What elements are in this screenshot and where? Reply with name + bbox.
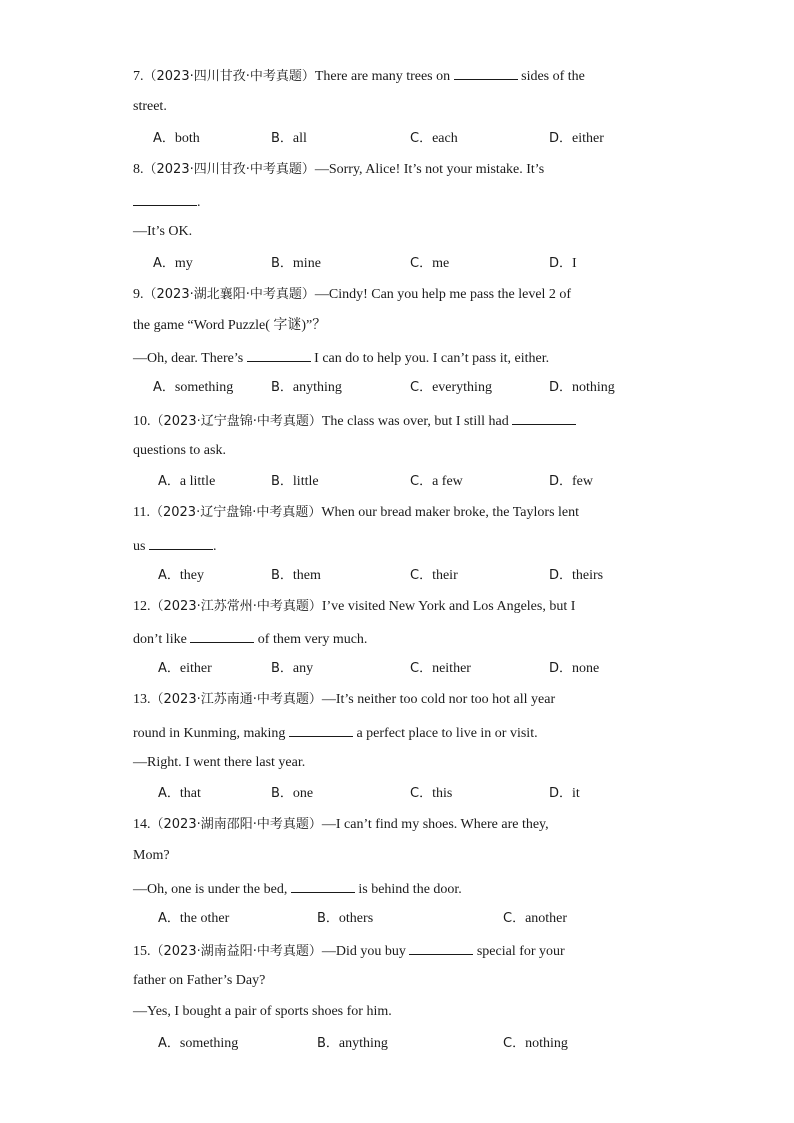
answer-blank (133, 192, 197, 206)
option-text: any (292, 661, 314, 676)
question-line (133, 1003, 663, 1021)
option-choice[interactable] (153, 255, 193, 273)
question-text: don’t like (133, 632, 191, 647)
question-text: —I can’t find my shoes. Where are they, (321, 817, 549, 832)
option-letter: C． (503, 1036, 526, 1051)
option-text: something (179, 1036, 239, 1051)
question-number: 12. (133, 599, 151, 614)
option-text: nothing (572, 380, 615, 395)
option-text: both (174, 131, 200, 146)
question-text: of them very much. (254, 632, 368, 647)
option-choice[interactable] (549, 785, 580, 803)
option-letter: B． (271, 256, 293, 271)
option-letter: C． (410, 131, 433, 146)
option-choice[interactable] (271, 255, 321, 273)
options-row (133, 567, 693, 585)
options-row (133, 660, 693, 678)
option-letter: A． (158, 786, 180, 801)
options-row (133, 255, 693, 273)
option-text: either (572, 131, 604, 146)
option-choice[interactable] (271, 660, 313, 678)
question-line (133, 847, 663, 865)
option-letter: D． (549, 474, 573, 489)
question-number: 14. (133, 817, 151, 832)
question-text: Mom? (133, 848, 170, 863)
question-source: （2023·湖北襄阳·中考真题） (143, 287, 315, 302)
option-text: a few (432, 474, 463, 489)
question-text: I can do to help you. I can’t pass it, either. (310, 351, 550, 366)
option-choice[interactable] (153, 379, 233, 397)
question-source: （2023·辽宁盘锦·中考真题） (150, 414, 322, 429)
question-text: —Oh, dear. There’s (133, 351, 247, 366)
question-line (133, 348, 663, 368)
question-text: a perfect place to live in or visit. (352, 726, 538, 741)
option-choice[interactable] (503, 910, 567, 928)
option-choice[interactable] (158, 910, 229, 928)
options-row (133, 785, 693, 803)
option-letter: D． (549, 786, 573, 801)
option-letter: C． (410, 474, 433, 489)
question-stem (133, 816, 663, 834)
options-row (133, 910, 693, 928)
option-text: little (292, 474, 319, 489)
option-letter: C． (410, 256, 433, 271)
question-number: 13. (133, 692, 151, 707)
question-line (133, 442, 663, 460)
question-stem (133, 411, 663, 431)
option-choice[interactable] (271, 567, 321, 585)
option-choice[interactable] (410, 660, 471, 678)
option-letter: B． (317, 1036, 339, 1051)
question-text: I’ve visited New York and Los Angeles, but I (321, 599, 576, 614)
option-text: another (525, 911, 568, 926)
question-text: —Cindy! Can you help me pass the level 2 of (314, 287, 572, 302)
question-text: There are many trees on (314, 69, 454, 84)
option-text: a little (179, 474, 216, 489)
option-letter: C． (503, 911, 526, 926)
option-choice[interactable] (549, 660, 599, 678)
option-text: neither (432, 661, 471, 676)
option-choice[interactable] (503, 1035, 568, 1053)
option-text: all (292, 131, 307, 146)
option-choice[interactable] (317, 1035, 388, 1053)
question-line (133, 879, 663, 899)
question-line (133, 723, 663, 743)
option-choice[interactable] (317, 910, 373, 928)
option-letter: A． (158, 911, 180, 926)
question-number: 7. (133, 69, 144, 84)
option-letter: B． (271, 380, 293, 395)
option-letter: B． (271, 568, 293, 583)
option-text: this (432, 786, 453, 801)
question-line (133, 972, 663, 990)
option-text: theirs (572, 568, 604, 583)
option-letter: D． (549, 380, 573, 395)
question-text: questions to ask. (133, 443, 226, 458)
option-letter: D． (549, 256, 573, 271)
question-text: —Oh, one is under the bed, (133, 882, 291, 897)
option-letter: C． (410, 380, 433, 395)
question-source: （2023·江苏南通·中考真题） (150, 692, 322, 707)
question-number: 9. (133, 287, 144, 302)
option-letter: B． (271, 786, 293, 801)
option-letter: B． (271, 474, 293, 489)
options-row (133, 473, 693, 491)
option-choice[interactable] (271, 379, 342, 397)
question-line (133, 223, 663, 241)
option-choice[interactable] (158, 567, 204, 585)
question-text: sides of the (517, 69, 585, 84)
option-text: the other (179, 911, 230, 926)
option-choice[interactable] (410, 473, 463, 491)
option-choice[interactable] (410, 785, 452, 803)
option-text: everything (432, 380, 492, 395)
answer-blank (149, 536, 213, 550)
question-number: 8. (133, 162, 144, 177)
question-text: —Yes, I bought a pair of sports shoes for him. (133, 1004, 392, 1019)
option-choice[interactable] (158, 473, 215, 491)
option-letter: B． (317, 911, 339, 926)
option-letter: A． (158, 568, 180, 583)
question-text: —Right. I went there last year. (133, 755, 306, 770)
question-text: the game “Word Puzzle( 字谜)”？ (133, 318, 327, 333)
option-choice[interactable] (549, 379, 615, 397)
option-text: me (432, 256, 450, 271)
question-text: When our bread maker broke, the Taylors lent (321, 505, 580, 520)
question-text: special for your (473, 944, 565, 959)
question-source: （2023·江苏常州·中考真题） (150, 599, 322, 614)
option-text: them (292, 568, 321, 583)
question-stem (133, 941, 663, 961)
question-number: 11. (133, 505, 150, 520)
answer-blank (289, 723, 353, 737)
option-text: my (174, 256, 193, 271)
option-letter: C． (410, 786, 433, 801)
option-choice[interactable] (158, 1035, 238, 1053)
option-choice[interactable] (549, 473, 593, 491)
question-line (133, 629, 663, 649)
question-text: —It’s neither too cold nor too hot all year (321, 692, 556, 707)
option-choice[interactable] (158, 660, 212, 678)
question-text: street. (133, 99, 167, 114)
question-stem (133, 598, 663, 616)
option-choice[interactable] (549, 255, 577, 273)
question-source: （2023·四川甘孜·中考真题） (143, 69, 315, 84)
option-text: mine (292, 256, 321, 271)
option-choice[interactable] (549, 130, 604, 148)
option-choice[interactable] (271, 785, 313, 803)
question-text: —Sorry, Alice! It’s not your mistake. It’s (314, 162, 545, 177)
question-number: 15. (133, 944, 151, 959)
option-text: their (432, 568, 458, 583)
question-text: round in Kunming, making (133, 726, 289, 741)
option-text: each (432, 131, 458, 146)
option-text: others (338, 911, 374, 926)
question-line (133, 754, 663, 772)
option-choice[interactable] (271, 473, 319, 491)
option-text: nothing (525, 1036, 568, 1051)
answer-blank (190, 629, 254, 643)
question-text: —It’s OK. (133, 224, 193, 239)
question-text: The class was over, but I still had (321, 414, 513, 429)
option-text: few (572, 474, 594, 489)
answer-blank (409, 941, 473, 955)
option-text: I (572, 256, 577, 271)
answer-blank (512, 411, 576, 425)
option-text: it (572, 786, 580, 801)
option-text: anything (292, 380, 342, 395)
question-stem (133, 691, 663, 709)
option-text: none (572, 661, 600, 676)
answer-blank (247, 348, 311, 362)
option-text: something (174, 380, 234, 395)
option-letter: A． (153, 256, 175, 271)
question-stem (133, 504, 663, 522)
option-text: they (179, 568, 205, 583)
option-text: either (179, 661, 212, 676)
option-letter: A． (153, 380, 175, 395)
option-choice[interactable] (158, 785, 201, 803)
question-text: father on Father’s Day? (133, 973, 266, 988)
option-choice[interactable] (410, 567, 458, 585)
option-letter: D． (549, 661, 573, 676)
option-letter: D． (549, 131, 573, 146)
option-letter: C． (410, 568, 433, 583)
option-text: anything (338, 1036, 388, 1051)
option-choice[interactable] (410, 379, 492, 397)
question-text: is behind the door. (354, 882, 462, 897)
question-number: 10. (133, 414, 151, 429)
question-stem (133, 286, 663, 304)
answer-blank (291, 879, 355, 893)
option-letter: A． (158, 474, 180, 489)
question-source: （2023·湖南邵阳·中考真题） (150, 817, 322, 832)
option-choice[interactable] (153, 130, 200, 148)
question-text: . (212, 539, 217, 554)
question-stem (133, 161, 663, 179)
question-source: （2023·湖南益阳·中考真题） (150, 944, 322, 959)
answer-blank (454, 66, 518, 80)
question-text: us (133, 539, 149, 554)
option-choice[interactable] (410, 255, 449, 273)
question-line (133, 536, 663, 556)
option-text: one (292, 786, 314, 801)
question-stem (133, 66, 663, 86)
option-letter: A． (158, 661, 180, 676)
options-row (133, 130, 693, 148)
option-letter: D． (549, 568, 573, 583)
option-letter: A． (158, 1036, 180, 1051)
option-text: that (179, 786, 201, 801)
question-text: —Did you buy (321, 944, 410, 959)
option-choice[interactable] (549, 567, 603, 585)
option-letter: B． (271, 131, 293, 146)
question-line (133, 317, 663, 335)
question-text: . (197, 195, 201, 210)
question-line (133, 98, 663, 116)
question-line (133, 192, 663, 212)
question-source: （2023·辽宁盘锦·中考真题） (149, 505, 322, 520)
option-choice[interactable] (410, 130, 458, 148)
option-letter: A． (153, 131, 175, 146)
option-letter: B． (271, 661, 293, 676)
options-row (133, 379, 693, 397)
options-row (133, 1035, 693, 1053)
option-letter: C． (410, 661, 433, 676)
option-choice[interactable] (271, 130, 307, 148)
question-source: （2023·四川甘孜·中考真题） (143, 162, 315, 177)
